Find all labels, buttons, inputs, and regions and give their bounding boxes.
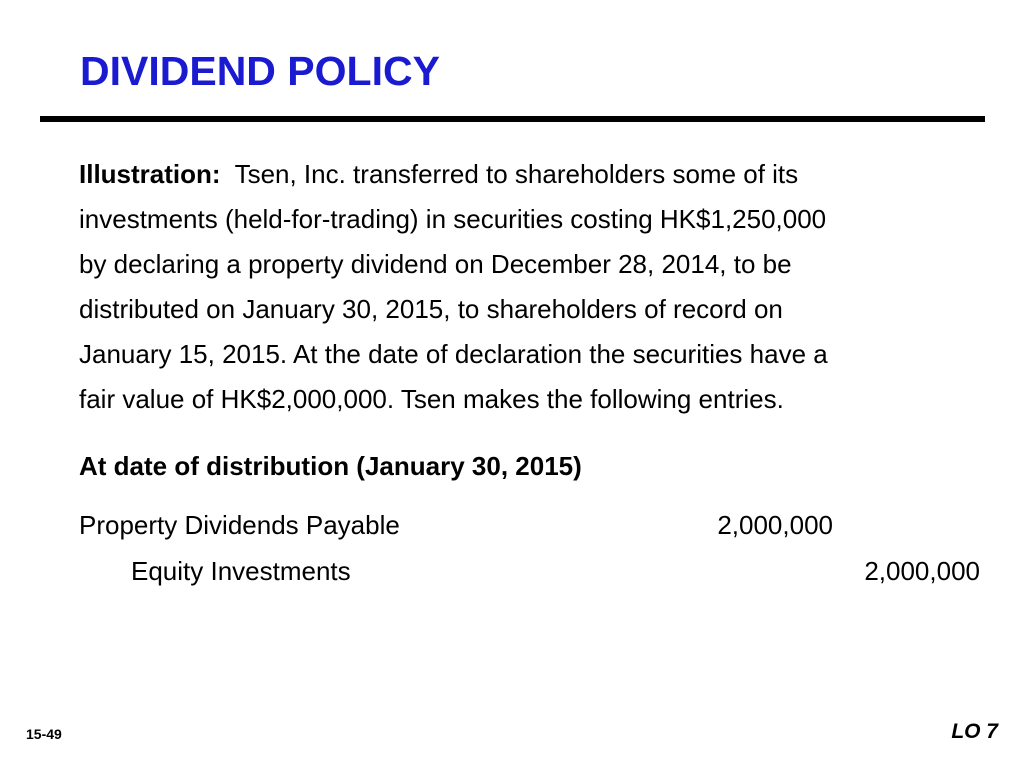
credit-amount: 2,000,000 — [864, 556, 980, 586]
slide-title: DIVIDEND POLICY — [80, 48, 440, 94]
title-divider — [40, 116, 985, 122]
illustration-line: by declaring a property dividend on December 28, 2014, to be — [79, 249, 792, 279]
journal-heading: At date of distribution (January 30, 2015) — [79, 451, 582, 481]
slide-number: 15-49 — [26, 726, 62, 742]
learning-objective-label: LO 7 — [951, 720, 998, 743]
illustration-line: January 15, 2015. At the date of declaration the securities have a — [79, 339, 828, 369]
debit-account: Property Dividends Payable — [79, 510, 400, 540]
illustration-line — [79, 152, 979, 197]
illustration-line: fair value of HK$2,000,000. Tsen makes the following entries. — [79, 384, 784, 414]
debit-amount: 2,000,000 — [717, 510, 833, 540]
journal-entry-row — [0, 556, 1024, 590]
journal-entry-row — [0, 510, 1024, 544]
credit-account: Equity Investments — [131, 556, 351, 586]
illustration-text: Tsen, Inc. transferred to shareholders some of its — [234, 159, 799, 189]
illustration-line: investments (held-for-trading) in securities costing HK$1,250,000 — [79, 204, 827, 234]
illustration-paragraph — [79, 152, 979, 422]
illustration-label: Illustration: — [79, 159, 221, 189]
illustration-line: distributed on January 30, 2015, to shareholders of record on — [79, 294, 783, 324]
